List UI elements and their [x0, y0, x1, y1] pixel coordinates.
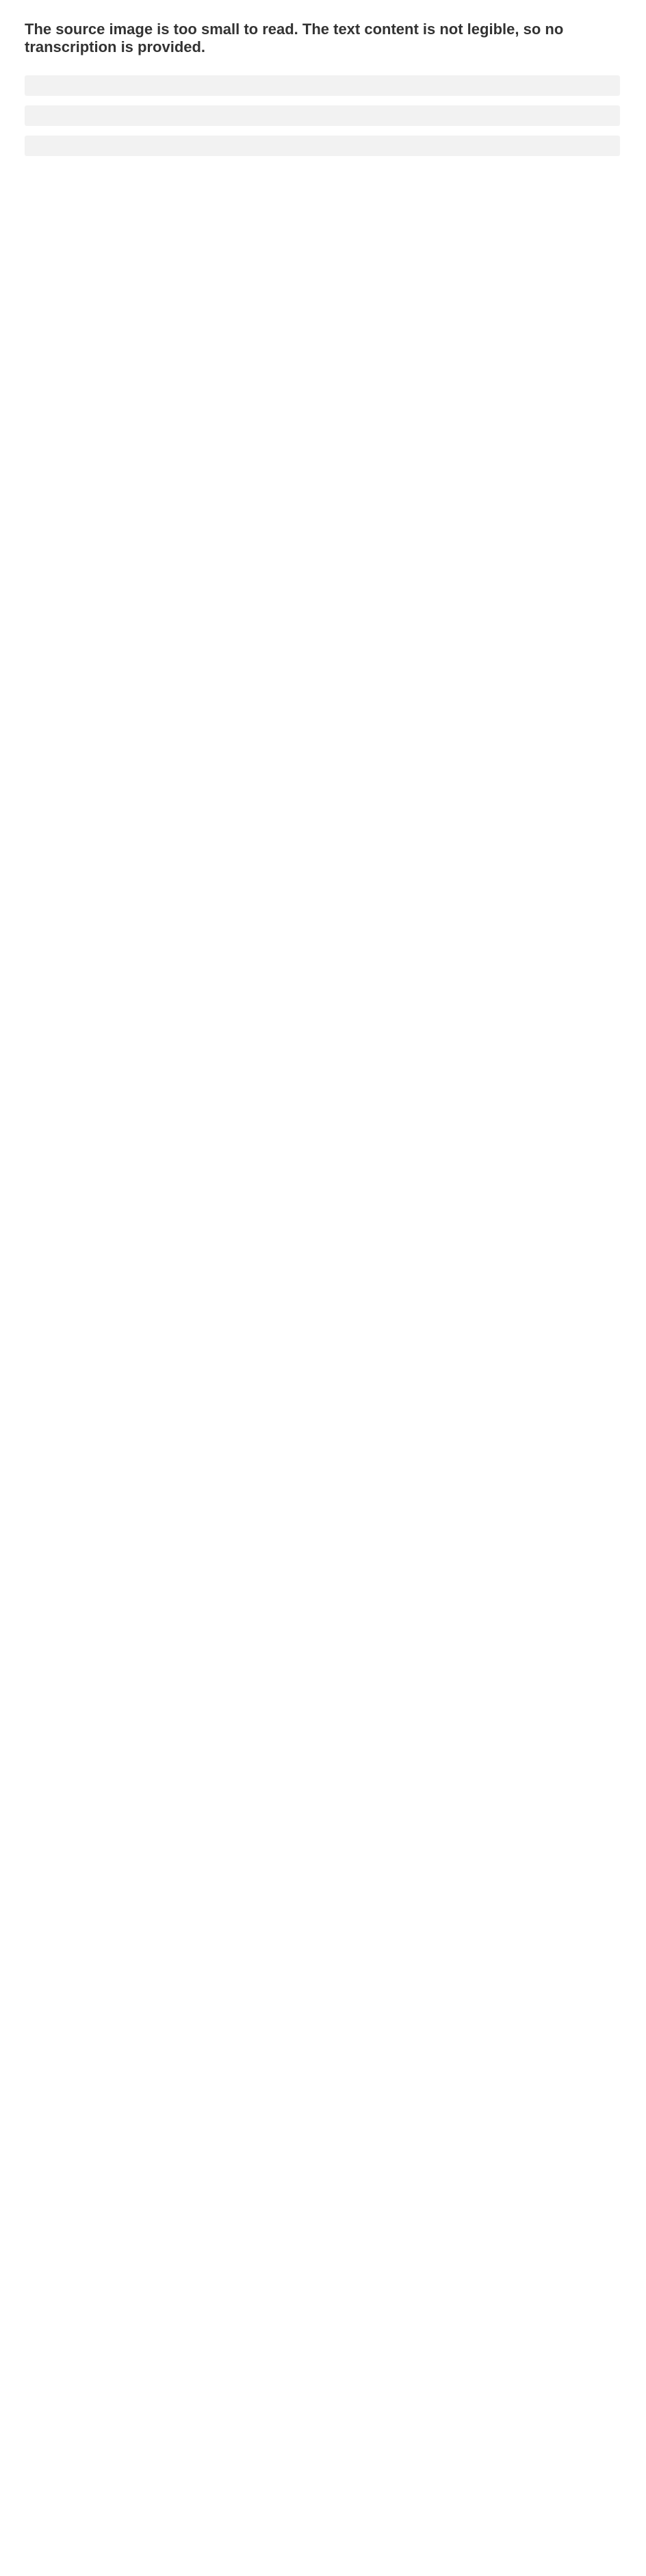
- placeholder-line: [25, 105, 620, 126]
- content-placeholder: [25, 75, 620, 166]
- placeholder-line: [25, 136, 620, 156]
- page-title: The source image is too small to read. The text content is not legible, so no transcription is provided.: [25, 21, 564, 55]
- placeholder-line: [25, 75, 620, 96]
